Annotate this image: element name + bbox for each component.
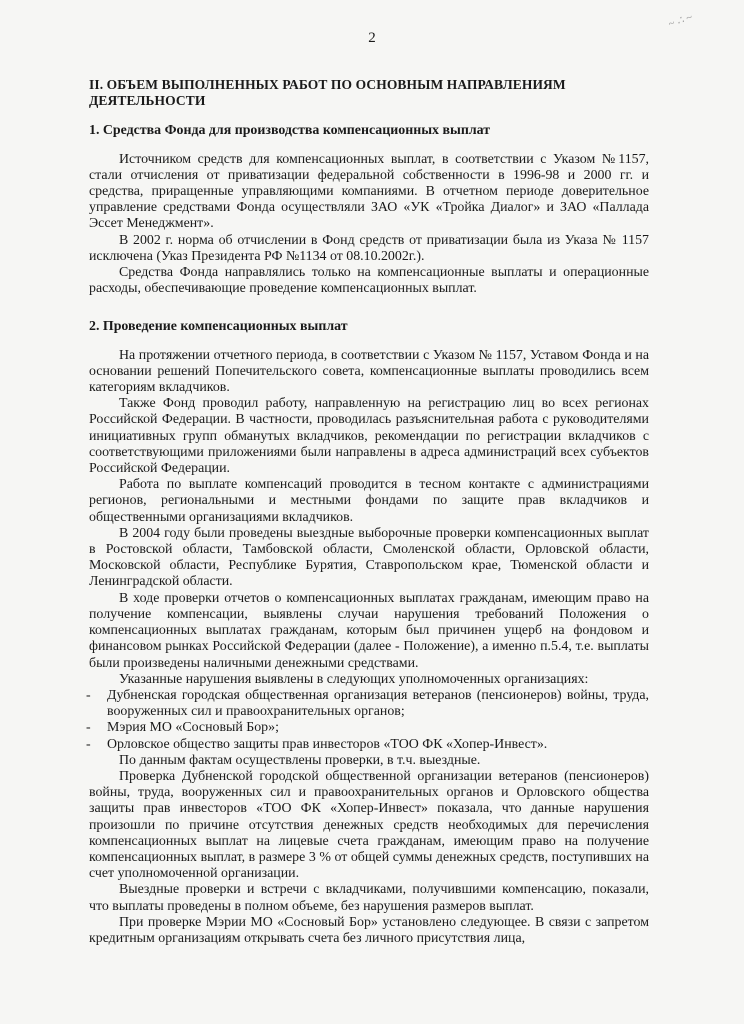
list-item-text: Дубненская городская общественная организация ветеранов (пенсионеров) войны, труда, вооруженных сил и правоохранительных органов; (107, 687, 649, 720)
chapter-heading: II. ОБЪЕМ ВЫПОЛНЕННЫХ РАБОТ ПО ОСНОВНЫМ НАПРАВЛЕНИЯМ ДЕЯТЕЛЬНОСТИ (89, 77, 566, 109)
section-2-paragraph: Работа по выплате компенсаций проводится в тесном контакте с администрациями регионов, региональными и местными фондами по защите прав вкладчиков и общественными организациями вкладчиков. (89, 477, 649, 525)
dash-bullet: - (86, 687, 91, 703)
section-2-paragraph: Также Фонд проводил работу, направленную на регистрацию лиц во всех регионах Российской Федерации. В частности, проводилась разъяснительная работа с руководителями инициативных групп обманутых вкладчиков, рекомендации по регистрации вкладчиков с соответствующими приложениями были направлены в адреса администраций всех субъектов Российской Федерации. (89, 396, 649, 477)
section-1-title: 1. Средства Фонда для производства компенсационных выплат (89, 123, 491, 139)
section-1-paragraph: В 2002 г. норма об отчислении в Фонд средств от приватизации была из Указа № 1157 исключена (Указ Президента РФ №1134 от 08.10.2002г.). (89, 232, 649, 264)
section-2-paragraph: В 2004 году были проведены выездные выборочные проверки компенсационных выплат в Ростовской области, Тамбовской области, Смоленской области, Орловской области, Московской области, Республике Бурятия, Ставропольском крае, Тюменской области и Ленинградской области. (89, 525, 649, 590)
section-spacer (89, 297, 649, 319)
section-2-paragraph: На протяжении отчетного периода, в соответствии с Указом № 1157, Уставом Фонда и на основании решений Попечительского совета, компенсационные выплаты проводились всем категориям вкладчиков. (89, 347, 649, 396)
section-2-title: 2. Проведение компенсационных выплат (89, 319, 348, 335)
list-item (86, 736, 649, 753)
list-item (86, 687, 649, 720)
section-2-paragraph: Указанные нарушения выявлены в следующих уполномоченных организациях: (119, 671, 589, 687)
list-item-text: Орловское общество защиты прав инвесторов «ТОО ФК «Хопер-Инвест». (107, 736, 548, 752)
section-2-paragraph: Проверка Дубненской городской общественной организации ветеранов (пенсионеров) войны, труда, вооруженных сил и правоохранительных органов и Орловского общества защиты прав инвесторов «ТОО ФК «Хопер-Инвест» показала, что данные нарушения произошли по причине отсутствия денежных средств необходимых для перечисления компенсационных выплат на лицевые счета гражданам, имеющим право на получение компенсационных выплат, в размере 3 % от общей суммы денежных средств, поступивших на счет уполномоченной организации. (89, 768, 649, 882)
page-number: 2 (368, 30, 376, 46)
dash-bullet: - (86, 736, 91, 752)
list-item-text: Мэрия МО «Сосновый Бор»; (107, 720, 279, 736)
document-body (86, 70, 649, 947)
dash-bullet: - (86, 720, 91, 736)
section-2-paragraph: В ходе проверки отчетов о компенсационных выплатах гражданам, имеющим право на получение компенсации, выявлены случаи нарушения требований Положения о компенсационных выплатах гражданам, которым был причинен ущерб на фондовом и финансовом рынках Российской Федерации (далее - Положение), а именно п.5.4, т.е. выплаты были произведены наличными денежными средствами. (89, 590, 649, 671)
list-item (86, 720, 649, 736)
section-1-paragraph: Источником средств для компенсационных выплат, в соответствии с Указом №1157, стали отчисления от приватизации федеральной собственности в 1996-98 и 2000 гг. и средства, приращенные управляющими компаниями. В отчетном периоде доверительное управление средствами Фонда осуществляли ЗАО «УК «Тройка Диалог» и ЗАО «Паллада Эссет Менеджмент». (89, 151, 649, 232)
corner-scribble: ~ ∴ ~ (666, 11, 694, 31)
section-2-paragraph: При проверке Мэрии МО «Сосновый Бор» установлено следующее. В связи с запретом кредитным организациям открывать счета без личного присутствия лица, (89, 914, 649, 946)
violations-list (86, 687, 649, 753)
section-2-paragraph: Выездные проверки и встречи с вкладчиками, получившими компенсацию, показали, что выплаты проведены в полном объеме, без нарушения размеров выплат. (89, 882, 649, 914)
section-2-paragraph: По данным фактам осуществлены проверки, в т.ч. выездные. (119, 752, 481, 768)
section-1-paragraph: Средства Фонда направлялись только на компенсационные выплаты и операционные расходы, обеспечивающие проведение компенсационных выплат. (89, 265, 649, 297)
